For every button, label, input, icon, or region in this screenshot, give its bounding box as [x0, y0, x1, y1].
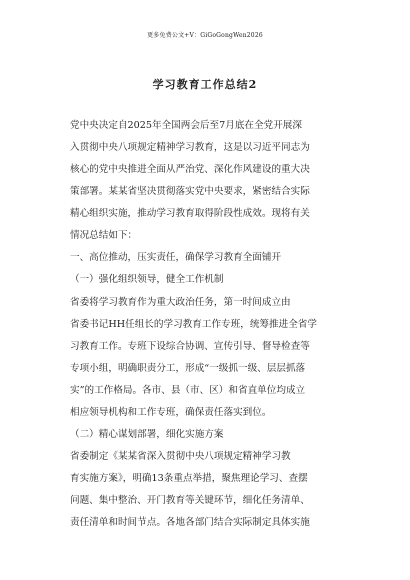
paragraph-line: 专项小组，明确职责分工，形成“一级抓一级、层层抓落 — [70, 363, 306, 374]
paragraph-line: 省委制定《某某省深入贯彻中央八项规定精神学习教 — [70, 451, 291, 462]
paragraph-line: 责任清单和时间节点。各地各部门结合实际制定具体实施 — [70, 517, 310, 528]
paragraph-line: 党中央决定自2025年全国两会后至7月底在全党开展深 — [70, 120, 302, 131]
subsection-heading: （一）强化组织领导，健全工作机制 — [70, 274, 224, 285]
paragraph-line: 实”的工作格局。各市、县（市、区）和省直单位均成立 — [70, 385, 306, 396]
header-note: 更多免费公文+V：GiGoGongWen2026 — [147, 32, 263, 39]
paragraph-line: 核心的党中央推进全面从严治党、深化作风建设的重大决 — [70, 164, 310, 175]
paragraph-line: 省委将学习教育作为重大政治任务，第一时间成立由 — [70, 297, 291, 308]
paragraph-line: 问题、集中整治、开门教育等关键环节，细化任务清单、 — [70, 495, 310, 506]
document-title: 学习教育工作总结2 — [152, 78, 258, 91]
paragraph-line: 入贯彻中央八项规定精神学习教育，这是以习近平同志为 — [70, 142, 310, 153]
paragraph-line: 精心组织实施，推动学习教育取得阶段性成效。现将有关 — [70, 208, 310, 219]
paragraph-line: 情况总结如下： — [70, 230, 138, 241]
paragraph-line: 相应领导机构和工作专班，确保责任落实到位。 — [70, 407, 272, 418]
paragraph-line: 育实施方案》，明确13条重点举措，聚焦理论学习、查摆 — [70, 473, 308, 484]
subsection-heading: （二）精心谋划部署，细化实施方案 — [70, 429, 224, 440]
paragraph-line: 省委书记HH任组长的学习教育工作专班，统筹推进全省学 — [70, 319, 317, 330]
paragraph-line: 策部署。某某省坚决贯彻落实党中央要求，紧密结合实际 — [70, 186, 310, 197]
paragraph-line: 习教育工作。专班下设综合协调、宣传引导、督导检查等 — [70, 341, 310, 352]
section-heading: 一、高位推动，压实责任，确保学习教育全面铺开 — [70, 252, 282, 263]
